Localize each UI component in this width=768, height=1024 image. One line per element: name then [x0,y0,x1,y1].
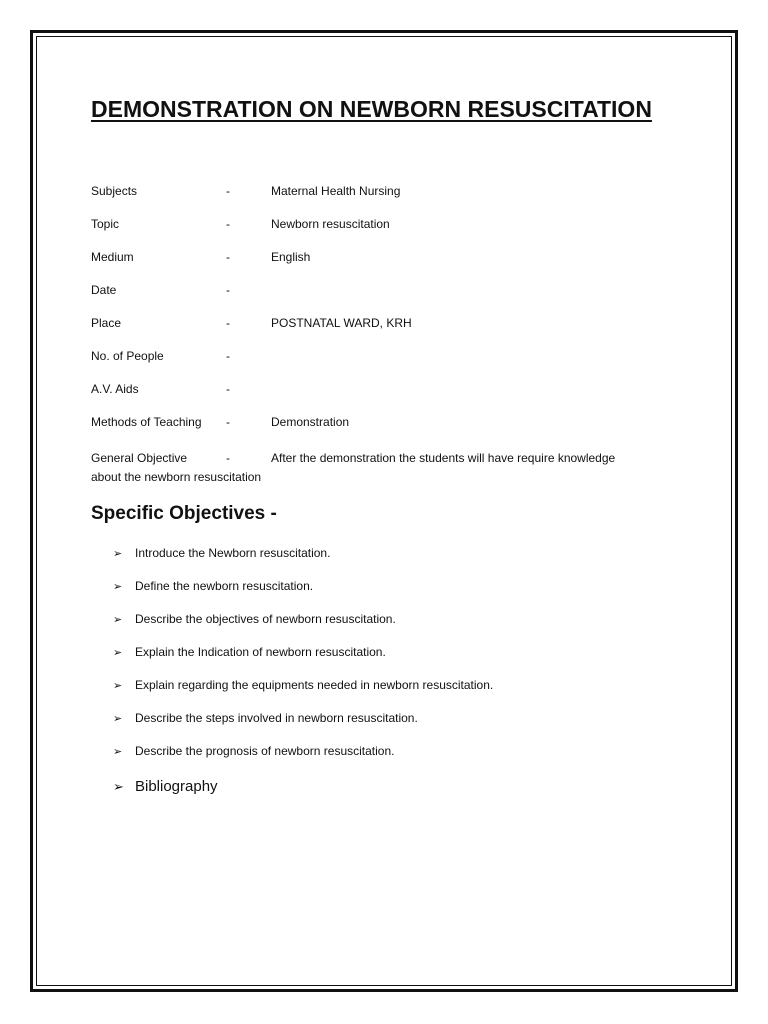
bibliography-label: Bibliography [135,778,218,795]
info-row-place [91,316,671,349]
info-label: Methods of Teaching [91,415,202,429]
lesson-info-table [91,184,671,448]
bibliography-item [113,778,218,795]
objective-text: Introduce the Newborn resuscitation. [135,546,331,560]
arrow-bullet-icon: ➢ [113,614,123,626]
info-label: Medium [91,250,134,264]
objective-text: Explain regarding the equipments needed in newborn resuscitation. [135,678,494,692]
objective-text: Describe the prognosis of newborn resuscitation. [135,744,395,758]
objective-text: Define the newborn resuscitation. [135,579,314,593]
info-label: A.V. Aids [91,382,139,396]
info-row-methods [91,415,671,448]
objective-item [113,612,493,645]
specific-objectives-heading: Specific Objectives - [91,503,277,524]
info-separator: - [226,217,230,231]
info-value: Demonstration [271,415,350,429]
info-separator: - [226,184,230,198]
info-separator: - [226,316,230,330]
arrow-bullet-icon: ➢ [113,680,123,692]
objective-item [113,711,493,744]
objective-text: Describe the objectives of newborn resuscitation. [135,612,396,626]
info-label: No. of People [91,349,164,363]
arrow-bullet-icon: ➢ [113,548,123,560]
info-row-topic [91,217,671,250]
info-row-aids [91,382,671,415]
info-label: Date [91,283,117,297]
info-row-medium [91,250,671,283]
info-separator: - [226,415,230,429]
info-row-people [91,349,671,382]
objective-item [113,645,493,678]
info-separator: - [226,382,230,396]
info-label: General Objective [91,451,188,465]
info-value: English [271,250,311,264]
info-separator: - [226,451,230,465]
arrow-bullet-icon: ➢ [113,581,123,593]
arrow-bullet-icon: ➢ [113,779,124,794]
objective-text: Explain the Indication of newborn resuscitation. [135,645,386,659]
objective-item [113,546,493,579]
info-value: Maternal Health Nursing [271,184,401,198]
info-separator: - [226,349,230,363]
info-label: Subjects [91,184,138,198]
info-separator: - [226,250,230,264]
info-label: Place [91,316,122,330]
page-title: DEMONSTRATION ON NEWBORN RESUSCITATION [91,96,652,122]
objective-item [113,678,493,711]
arrow-bullet-icon: ➢ [113,647,123,659]
objective-text: Describe the steps involved in newborn resuscitation. [135,711,418,725]
info-value: Newborn resuscitation [271,217,390,231]
info-value: POSTNATAL WARD, KRH [271,316,412,330]
info-row-date [91,283,671,316]
info-label: Topic [91,217,120,231]
arrow-bullet-icon: ➢ [113,746,123,758]
objective-item [113,579,493,612]
info-value: After the demonstration the students will have require knowledge [271,451,616,465]
objective-item [113,744,493,777]
info-separator: - [226,283,230,297]
general-objective-continuation: about the newborn resuscitation [91,470,262,484]
info-row-subjects [91,184,671,217]
objectives-list [113,546,493,777]
arrow-bullet-icon: ➢ [113,713,123,725]
